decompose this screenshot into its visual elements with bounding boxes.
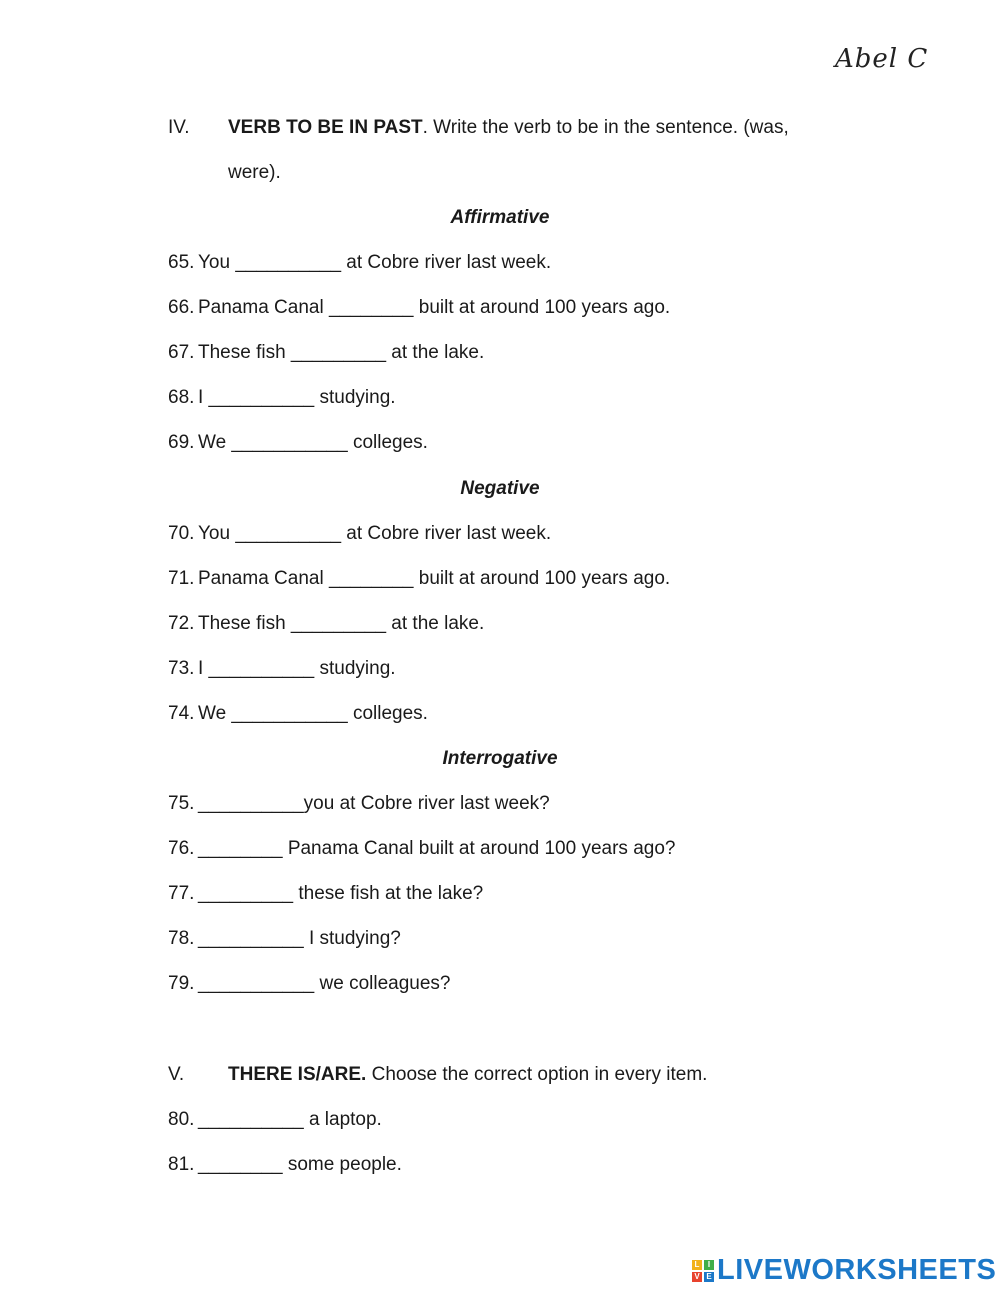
item-number: 77. <box>168 883 195 904</box>
exercise-item <box>168 567 670 591</box>
item-number: 72. <box>168 613 195 634</box>
section-4-instruction <box>228 116 789 140</box>
item-number: 66. <box>168 297 195 318</box>
logo-block: L <box>692 1260 702 1270</box>
item-number: 74. <box>168 703 195 724</box>
exercise-item <box>168 927 401 951</box>
exercise-item <box>168 792 550 816</box>
logo-text: LIVEWORKSHEETS <box>717 1254 997 1286</box>
exercise-item <box>168 431 428 455</box>
item-sentence[interactable]: You __________ at Cobre river last week. <box>198 523 552 544</box>
item-sentence[interactable]: ___________ we colleagues? <box>198 973 451 994</box>
affirmative-heading: Affirmative <box>450 207 550 228</box>
item-sentence[interactable]: I __________ studying. <box>198 387 396 408</box>
logo-block: V <box>692 1272 702 1282</box>
item-sentence[interactable]: You __________ at Cobre river last week. <box>198 252 552 273</box>
exercise-item <box>168 251 551 275</box>
item-sentence[interactable]: __________ a laptop. <box>198 1109 382 1130</box>
interrogative-heading: Interrogative <box>442 748 558 769</box>
item-number: 79. <box>168 973 195 994</box>
item-sentence[interactable]: Panama Canal ________ built at around 100 years ago. <box>198 568 671 589</box>
exercise-item <box>168 1153 402 1177</box>
section-5-title: THERE IS/ARE. <box>228 1064 367 1085</box>
item-number: 69. <box>168 432 195 453</box>
item-number: 80. <box>168 1109 195 1130</box>
item-number: 70. <box>168 523 195 544</box>
exercise-item <box>168 612 484 636</box>
item-sentence[interactable]: These fish _________ at the lake. <box>198 613 485 634</box>
item-sentence[interactable]: ________ Panama Canal built at around 100 years ago? <box>198 838 676 859</box>
exercise-item <box>168 657 396 681</box>
section-5-instruction-text: Choose the correct option in every item. <box>366 1064 708 1085</box>
item-sentence[interactable]: We ___________ colleges. <box>198 703 428 724</box>
logo-blocks-icon <box>692 1260 714 1282</box>
liveworksheets-logo[interactable] <box>692 1254 996 1287</box>
item-sentence[interactable]: Panama Canal ________ built at around 100 years ago. <box>198 297 671 318</box>
exercise-item <box>168 386 396 410</box>
item-number: 75. <box>168 793 195 814</box>
item-number: 73. <box>168 658 195 679</box>
item-number: 76. <box>168 838 195 859</box>
section-4-number: IV. <box>168 117 190 138</box>
item-sentence[interactable]: __________ I studying? <box>198 928 401 949</box>
item-number: 68. <box>168 387 195 408</box>
exercise-item <box>168 702 428 726</box>
section-4-title: VERB TO BE IN PAST <box>228 117 423 138</box>
item-number: 78. <box>168 928 195 949</box>
item-sentence[interactable]: I __________ studying. <box>198 658 396 679</box>
logo-block: E <box>704 1272 714 1282</box>
item-sentence[interactable]: _________ these fish at the lake? <box>198 883 484 904</box>
signature: Abel C <box>835 44 929 74</box>
item-number: 71. <box>168 568 195 589</box>
item-number: 65. <box>168 252 195 273</box>
item-sentence[interactable]: We ___________ colleges. <box>198 432 428 453</box>
logo-block: I <box>704 1260 714 1270</box>
item-sentence[interactable]: __________you at Cobre river last week? <box>198 793 550 814</box>
item-number: 81. <box>168 1154 195 1175</box>
section-4-instruction-line1: . Write the verb to be in the sentence. (was, <box>422 117 789 138</box>
exercise-item <box>168 522 551 546</box>
exercise-item <box>168 837 675 861</box>
item-number: 67. <box>168 342 195 363</box>
section-4-instruction-line2: were). <box>228 162 281 183</box>
exercise-item <box>168 882 483 906</box>
exercise-item <box>168 341 484 365</box>
exercise-item <box>168 972 451 996</box>
item-sentence[interactable]: These fish _________ at the lake. <box>198 342 485 363</box>
exercise-item <box>168 296 670 320</box>
section-5-number: V. <box>168 1064 185 1085</box>
item-sentence[interactable]: ________ some people. <box>198 1154 402 1175</box>
exercise-item <box>168 1108 382 1132</box>
negative-heading: Negative <box>460 478 540 499</box>
section-5-instruction <box>228 1063 707 1087</box>
